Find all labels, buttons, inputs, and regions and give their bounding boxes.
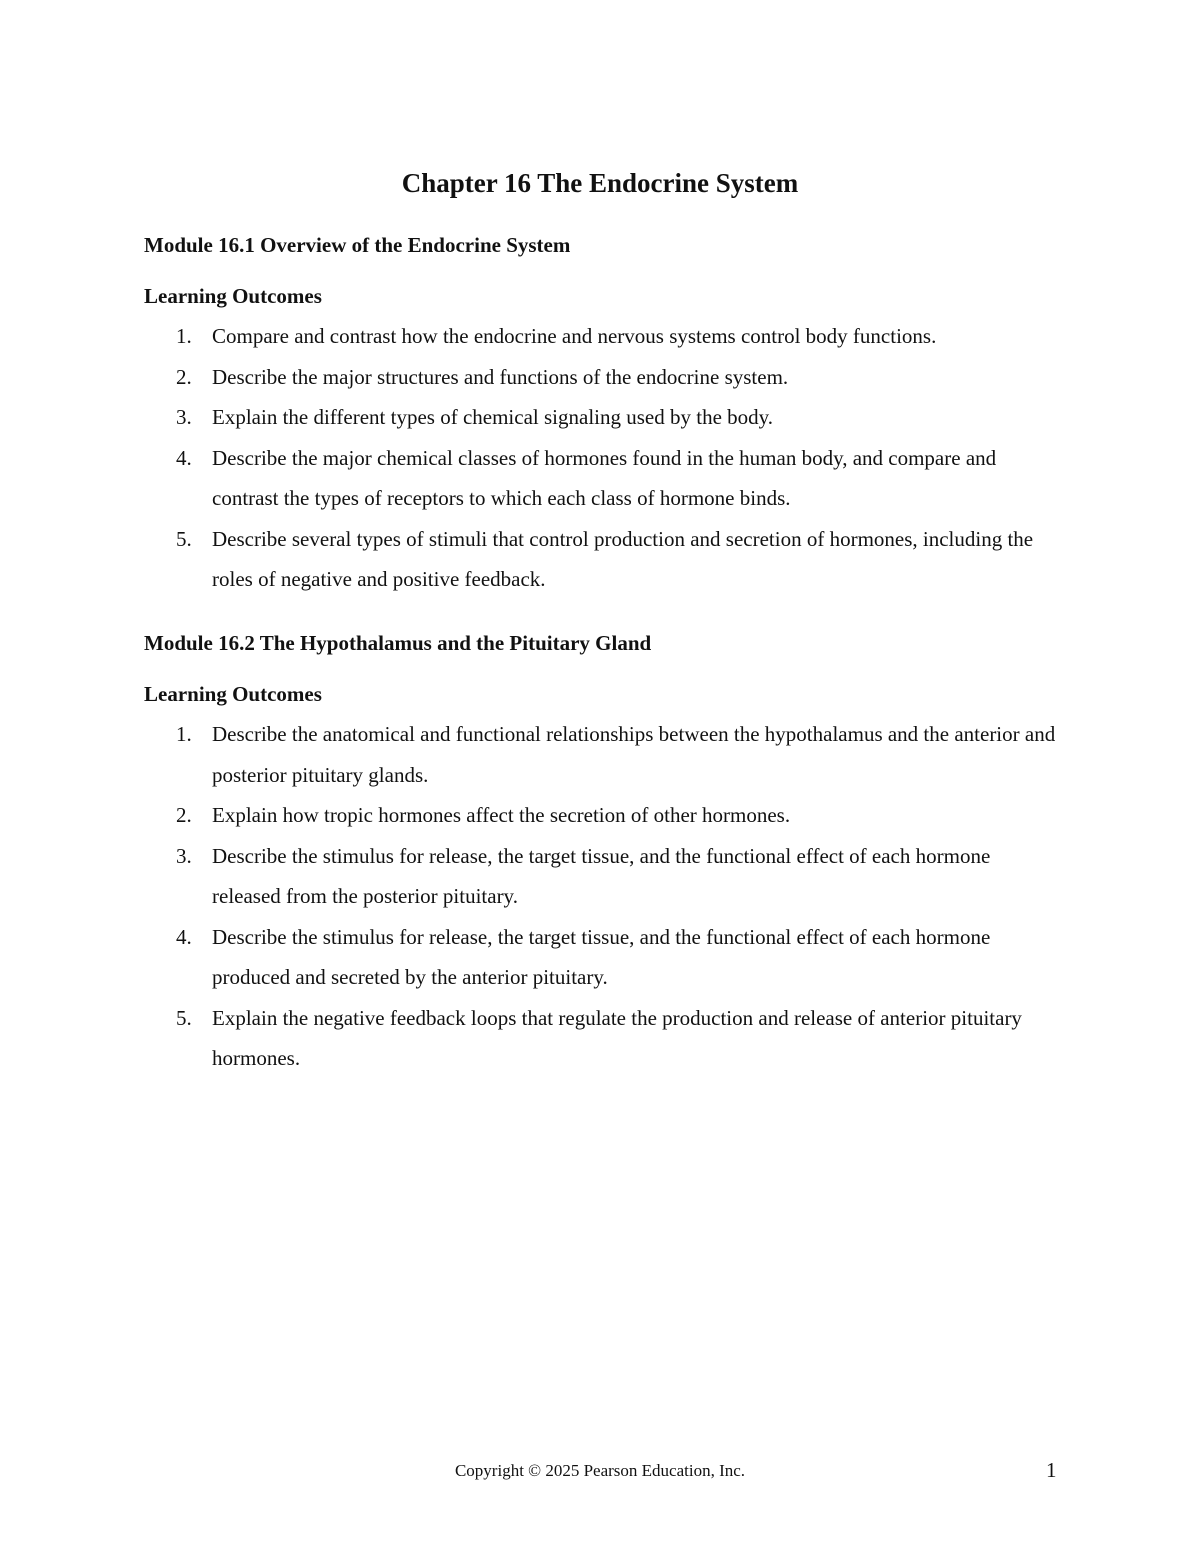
- list-item: [144, 519, 1064, 600]
- list-item-text: Describe the major chemical classes of hormones found in the human body, and compare and contrast the types of receptors to which each class of hormone binds.: [212, 445, 997, 510]
- list-number: 2.: [176, 803, 192, 827]
- list-item: [144, 397, 1064, 438]
- list-number: 1.: [176, 722, 192, 746]
- list-item: [144, 917, 1064, 998]
- list-item: [144, 357, 1064, 398]
- learning-outcomes-list: [144, 714, 1064, 1079]
- list-item-text: Explain the different types of chemical signaling used by the body.: [212, 405, 774, 429]
- module-heading: Module 16.1 Overview of the Endocrine System: [144, 233, 571, 257]
- list-number: 3.: [176, 843, 192, 868]
- list-item: [144, 714, 1064, 795]
- list-item: [144, 998, 1064, 1079]
- list-number: 4.: [176, 924, 192, 949]
- list-item-text: Describe several types of stimuli that control production and secretion of hormones, including the roles of negative and positive feedback.: [212, 526, 1034, 591]
- list-item-text: Explain how tropic hormones affect the secretion of other hormones.: [212, 803, 791, 827]
- learning-outcomes-list: [144, 316, 1064, 600]
- list-number: 2.: [176, 364, 192, 389]
- list-item-text: Describe the major structures and functions of the endocrine system.: [212, 364, 789, 389]
- list-item: [144, 316, 1064, 357]
- list-item: [144, 438, 1064, 519]
- list-item: [144, 836, 1064, 917]
- module-16-2: [144, 629, 1064, 1079]
- learning-outcomes-heading: Learning Outcomes: [144, 682, 322, 706]
- list-number: 3.: [176, 405, 192, 429]
- list-item-text: Compare and contrast how the endocrine and nervous systems control body functions.: [212, 324, 937, 348]
- list-item-text: Describe the stimulus for release, the target tissue, and the functional effect of each hormone released from the posterior pituitary.: [212, 843, 991, 908]
- list-item: [144, 795, 1064, 836]
- list-item-text: Explain the negative feedback loops that regulate the production and release of anterior pituitary hormones.: [212, 1005, 1022, 1070]
- list-item-text: Describe the stimulus for release, the target tissue, and the functional effect of each hormone produced and secreted by the anterior pituitary.: [212, 924, 991, 989]
- list-number: 5.: [176, 526, 192, 551]
- page-number: 1: [1046, 1458, 1057, 1482]
- list-number: 1.: [176, 324, 192, 348]
- module-16-1: [144, 231, 1064, 600]
- chapter-title: Chapter 16 The Endocrine System: [401, 168, 799, 198]
- module-heading: Module 16.2 The Hypothalamus and the Pituitary Gland: [144, 631, 652, 655]
- list-number: 4.: [176, 445, 192, 470]
- list-item-text: Describe the anatomical and functional relationships between the hypothalamus and the anterior and posterior pituitary glands.: [212, 722, 1056, 787]
- learning-outcomes-heading: Learning Outcomes: [144, 284, 322, 308]
- list-number: 5.: [176, 1005, 192, 1030]
- copyright-footer: Copyright © 2025 Pearson Education, Inc.: [454, 1461, 746, 1480]
